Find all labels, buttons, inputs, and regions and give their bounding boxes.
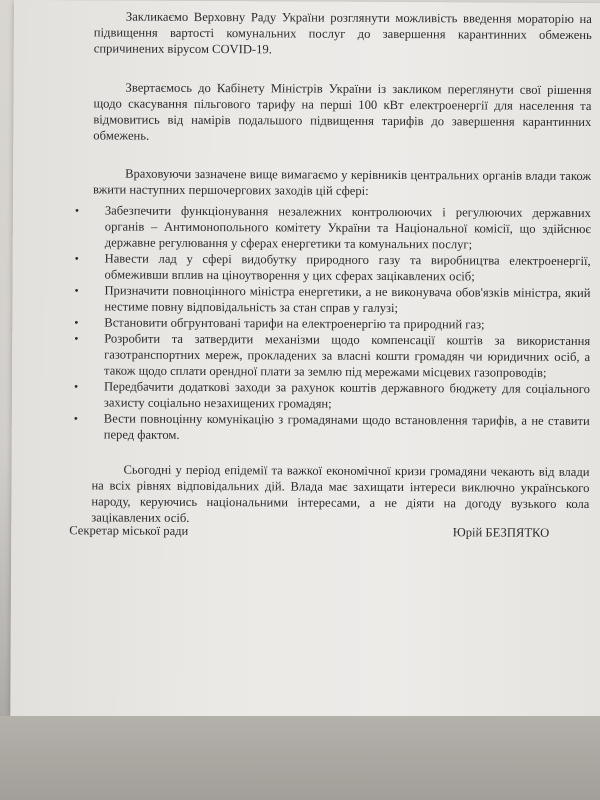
bullet-icon: •	[74, 315, 79, 330]
list-item-text: Забезпечити функціонування незалежних контролюючих і регулюючих державних органів – Антимонопольного комітету України та Національної комісії, що здійснює державне регулювання у сферах енергетики та комунальних послуг;	[104, 203, 591, 252]
table-surface	[0, 716, 600, 800]
list-item	[74, 202, 591, 253]
bullet-icon: •	[73, 411, 79, 426]
list-item	[74, 250, 591, 285]
list-item-text: Передбачити додаткові заходи за рахунок коштів державного бюджету для соціального захисту соціально незахищених громадян;	[103, 379, 591, 411]
paragraph-conclusion: Сьогодні у період епідемії та важкої економічної кризи громадяни чекають від влади на всіх рівнях відповідальних дій. Влада має захищати інтереси виключно українського народу, керуючись національними інтересами, а не діяти на догоду вузького кола зацікавлених осіб.	[91, 462, 590, 525]
signatory-name: Юрій БЕЗПЯТКО	[452, 525, 550, 540]
list-item	[74, 282, 591, 317]
paragraph-cabinet-of-ministers: Звертаємось до Кабінету Міністрів України із закликом переглянути свої рішення щодо скасування пільгового тарифу на перші 100 кВт електроенергії для населення та відмовитись від намірів подальшого підвищення тарифів до завершення карантинних обмежень.	[93, 80, 592, 143]
bullet-icon: •	[74, 331, 79, 346]
document-body	[73, 6, 592, 528]
list-item-text: Призначити повноцінного міністра енергетики, а не виконувача обов'язків міністра, який нестиме повну відповідальність за стан справ у галузі;	[104, 283, 591, 316]
requirements-list	[73, 202, 591, 445]
bullet-icon: •	[73, 379, 79, 394]
bullet-icon: •	[74, 251, 79, 266]
paper-sheet	[10, 0, 600, 719]
bullet-icon: •	[74, 203, 80, 218]
signature-block	[69, 523, 549, 546]
paragraph-verkhovna-rada: Закликаємо Верховну Раду України розглянути можливість введення мораторію на підвищення вартості комунальних послуг до завершення карантинних обмежень спричинених вірусом COVID-19.	[93, 9, 592, 57]
list-item-text: Навести лад у сфері видобутку природного газу та виробництва електроенергії, обмеживши вплив на ціноутворення у цих сферах зацікавлених осіб;	[104, 251, 591, 284]
bullet-icon: •	[74, 283, 79, 298]
list-item-text: Вести повноцінну комунікацію з громадянами щодо встановлення тарифів, а не ставити перед фактом.	[103, 411, 590, 442]
list-item-text: Встановити обгрунтовані тарифи на електроенергію та природний газ;	[104, 315, 485, 332]
list-item-text: Розробити та затвердити механізми щодо компенсації коштів за використання газотранспортних мереж, прокладених за власні кошти громадян чи юридичних осіб, а також щодо сплати орендної плати за землю під мережами місцевих газопроводів;	[104, 331, 591, 380]
list-item	[74, 330, 591, 381]
list-item	[73, 378, 591, 413]
list-item	[73, 410, 590, 445]
paragraph-demands-intro: Враховуючи зазначене вище вимагаємо у керівників центральних органів влади також вжити наступних першочергових заходів цій сфері:	[92, 166, 592, 198]
signatory-role: Секретар міської ради	[69, 523, 189, 538]
